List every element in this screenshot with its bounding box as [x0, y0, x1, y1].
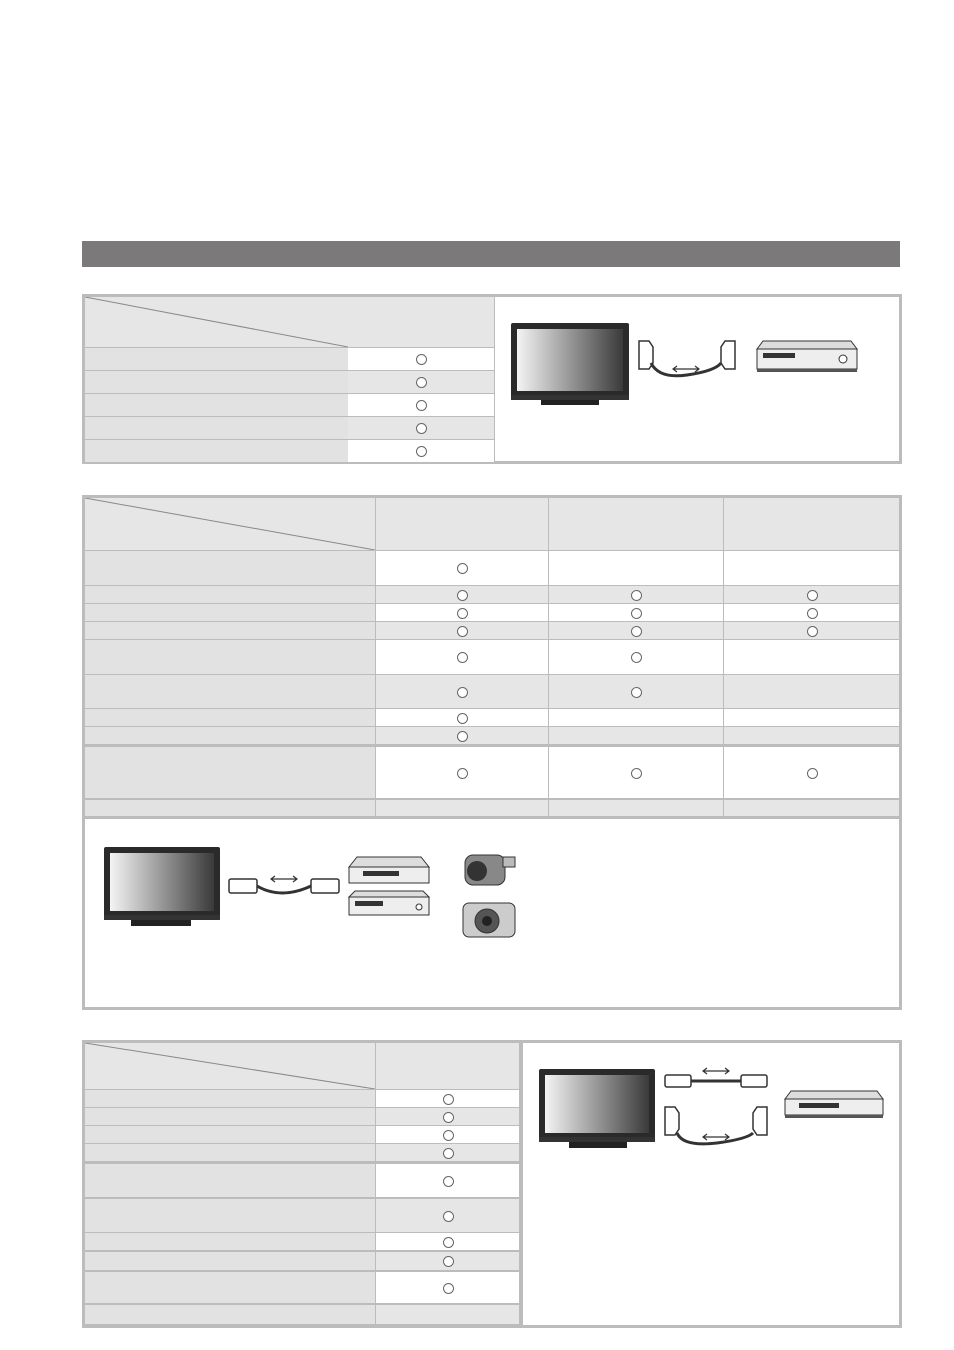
- panel3-row-cell: [376, 1305, 519, 1324]
- panel-hdmi-compatibility: [82, 495, 902, 1010]
- panel1-row-cell: [348, 440, 494, 462]
- supported-mark-icon: [457, 590, 468, 601]
- hdmi-scart-connection-illustration: [523, 1043, 899, 1325]
- panel3-row-cell: [376, 1252, 519, 1270]
- panel2-row-cell: [549, 800, 723, 816]
- supported-mark-icon: [631, 590, 642, 601]
- panel3-row-label: [85, 1090, 375, 1107]
- panel2-row-cell: [724, 551, 899, 585]
- panel2-row-label: [85, 604, 375, 621]
- panel2-row-cell: [376, 747, 548, 798]
- panel2-row-label: [85, 747, 375, 798]
- panel1-illustration: [495, 297, 899, 461]
- panel2-row-cell: [376, 800, 548, 816]
- scart-cable-icon: [665, 1107, 767, 1144]
- supported-mark-icon: [443, 1130, 454, 1141]
- panel2-row-cell: [549, 586, 723, 603]
- supported-mark-icon: [443, 1148, 454, 1159]
- supported-mark-icon: [416, 354, 427, 365]
- panel1-row-label: [85, 440, 348, 462]
- supported-mark-icon: [416, 423, 427, 434]
- panel1-row-label: [85, 348, 348, 370]
- panel3-row-cell: [376, 1144, 519, 1161]
- supported-mark-icon: [807, 768, 818, 779]
- panel3-row-cell: [376, 1233, 519, 1250]
- panel3-row-label: [85, 1252, 375, 1270]
- panel3-row-label: [85, 1144, 375, 1161]
- panel2-row-label: [85, 640, 375, 674]
- supported-mark-icon: [443, 1112, 454, 1123]
- panel1-row-cell: [348, 348, 494, 370]
- hdmi-cable-icon: [665, 1068, 767, 1087]
- supported-mark-icon: [631, 687, 642, 698]
- panel2-row-cell: [376, 709, 548, 726]
- supported-mark-icon: [807, 608, 818, 619]
- supported-mark-icon: [457, 768, 468, 779]
- supported-mark-icon: [416, 446, 427, 457]
- panel2-row-cell: [549, 604, 723, 621]
- panel2-row-cell: [549, 675, 723, 708]
- supported-mark-icon: [807, 626, 818, 637]
- tv-icon: [511, 323, 629, 405]
- panel2-row-cell: [724, 800, 899, 816]
- panel2-row-cell: [724, 747, 899, 798]
- panel2-row-cell: [549, 640, 723, 674]
- panel2-row-cell: [724, 709, 899, 726]
- dvd-recorder-icon: [785, 1091, 883, 1118]
- panel3-row-cell: [376, 1199, 519, 1232]
- panel1-header-label-cell: [85, 297, 348, 347]
- panel1-row-label: [85, 417, 348, 439]
- hdmi-connection-illustration: [85, 819, 899, 1007]
- panel2-row-cell: [724, 604, 899, 621]
- panel2-row-cell: [549, 727, 723, 744]
- supported-mark-icon: [457, 626, 468, 637]
- panel2-row-cell: [376, 622, 548, 639]
- panel2-row-label: [85, 586, 375, 603]
- panel2-header-column-2: [549, 498, 723, 550]
- panel2-row-cell: [376, 675, 548, 708]
- panel2-row-cell: [724, 586, 899, 603]
- panel2-header-column-3: [724, 498, 899, 550]
- tv-icon: [539, 1069, 655, 1148]
- supported-mark-icon: [631, 652, 642, 663]
- panel1-row-label: [85, 371, 348, 393]
- panel2-row-label: [85, 727, 375, 744]
- panel2-row-cell: [549, 551, 723, 585]
- panel2-row-cell: [724, 675, 899, 708]
- panel2-row-label: [85, 551, 375, 585]
- panel2-illustration: [85, 819, 899, 1007]
- camcorder-icon: [465, 855, 515, 885]
- panel2-row-cell: [724, 622, 899, 639]
- supported-mark-icon: [631, 608, 642, 619]
- panel3-illustration: [523, 1043, 899, 1325]
- supported-mark-icon: [443, 1256, 454, 1267]
- panel3-row-cell: [376, 1108, 519, 1125]
- panel1-row-cell: [348, 394, 494, 416]
- dvd-recorder-icon: [757, 341, 857, 372]
- scart-connection-illustration: [495, 297, 899, 461]
- panel-recorder-compatibility: [82, 1040, 902, 1328]
- panel2-row-cell: [376, 551, 548, 585]
- panel2-row-label: [85, 800, 375, 816]
- panel2-row-cell: [549, 747, 723, 798]
- panel3-row-cell: [376, 1272, 519, 1303]
- panel1-row-cell: [348, 417, 494, 439]
- vcr-icon: [349, 857, 429, 883]
- panel2-row-label: [85, 709, 375, 726]
- panel3-row-cell: [376, 1126, 519, 1143]
- panel2-row-cell: [376, 727, 548, 744]
- supported-mark-icon: [457, 687, 468, 698]
- panel3-row-label: [85, 1233, 375, 1250]
- panel3-row-label: [85, 1126, 375, 1143]
- supported-mark-icon: [443, 1094, 454, 1105]
- supported-mark-icon: [457, 652, 468, 663]
- panel3-header-label-cell: [85, 1043, 375, 1089]
- panel2-row-label: [85, 622, 375, 639]
- panel2-row-cell: [724, 640, 899, 674]
- section-header-bar: [82, 241, 900, 267]
- supported-mark-icon: [443, 1237, 454, 1248]
- supported-mark-icon: [807, 590, 818, 601]
- panel3-row-label: [85, 1164, 375, 1197]
- panel2-row-cell: [724, 727, 899, 744]
- panel2-row-cell: [376, 604, 548, 621]
- panel3-row-label: [85, 1272, 375, 1303]
- supported-mark-icon: [443, 1211, 454, 1222]
- panel1-row-cell: [348, 371, 494, 393]
- dvd-recorder-icon: [349, 891, 429, 915]
- supported-mark-icon: [457, 713, 468, 724]
- panel2-row-cell: [376, 640, 548, 674]
- supported-mark-icon: [631, 626, 642, 637]
- panel-scart-compatibility: [82, 294, 902, 464]
- supported-mark-icon: [443, 1176, 454, 1187]
- panel2-row-label: [85, 675, 375, 708]
- supported-mark-icon: [631, 768, 642, 779]
- panel3-row-label: [85, 1305, 375, 1324]
- digital-camera-icon: [463, 903, 515, 937]
- supported-mark-icon: [457, 731, 468, 742]
- hdmi-cable-icon: [229, 876, 339, 893]
- panel2-row-cell: [376, 586, 548, 603]
- panel3-row-cell: [376, 1090, 519, 1107]
- panel2-row-cell: [549, 709, 723, 726]
- panel3-row-label: [85, 1108, 375, 1125]
- panel1-row-label: [85, 394, 348, 416]
- panel3-row-cell: [376, 1164, 519, 1197]
- supported-mark-icon: [443, 1283, 454, 1294]
- panel2-row-cell: [549, 622, 723, 639]
- scart-cable-icon: [639, 341, 735, 376]
- tv-icon: [104, 847, 220, 926]
- supported-mark-icon: [457, 563, 468, 574]
- panel3-header-column: [376, 1043, 519, 1089]
- supported-mark-icon: [416, 400, 427, 411]
- panel1-header-column: [348, 297, 494, 347]
- panel3-row-label: [85, 1199, 375, 1232]
- panel2-header-column-1: [376, 498, 548, 550]
- supported-mark-icon: [416, 377, 427, 388]
- panel2-header-label-cell: [85, 498, 375, 550]
- supported-mark-icon: [457, 608, 468, 619]
